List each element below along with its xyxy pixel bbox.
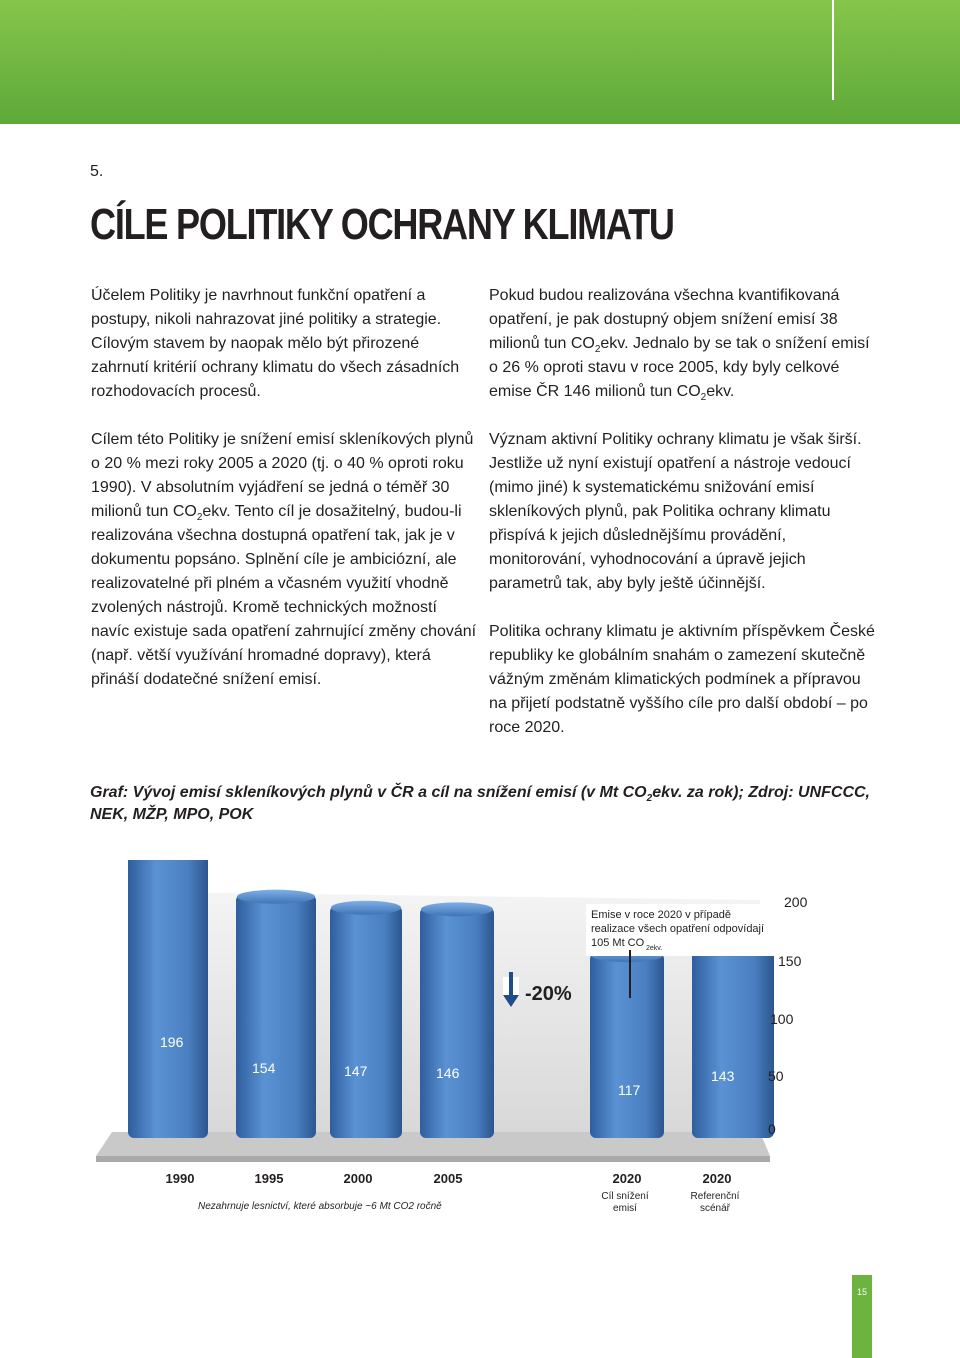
y-tick-label: 50 [768, 1068, 784, 1084]
annotation-line-1: Emise v roce 2020 v případě [591, 909, 732, 921]
chart-caption: Graf: Vývoj emisí skleníkových plynů v ČR a cíl na snížení emisí (v Mt $CO_2ekv$. za rok); Zdroj: UNFCCC, NEK, MŽP, MPO, POK [90, 784, 870, 823]
bar-2005 [420, 907, 494, 1138]
category-label: 2000 [343, 1171, 373, 1186]
category-label: 2020 [612, 1171, 642, 1186]
chapter-title: CÍLE POLITIKY OCHRANY KLIMATU [90, 200, 674, 249]
right-column [489, 284, 875, 764]
y-tick-label: 200 [784, 894, 808, 910]
bar-top [331, 901, 401, 915]
header-banner [0, 0, 960, 124]
category-label: 1995 [254, 1171, 284, 1186]
reduction-label: -20% [525, 983, 572, 1005]
bar-2020 [590, 953, 664, 1138]
category-label: 2005 [433, 1171, 463, 1186]
left-paragraph-1: Účelem Politiky je navrhnout funkční opatření a postupy, nikoli nahrazovat jiné politiky a strategie. Cílovým stavem by naopak mělo být přirozené zahrnutí kritérií ochrany klimatu do všech zásadních rozhodovacích procesů. [91, 287, 460, 400]
annotation-line-3: 105 Mt CO [591, 937, 645, 949]
category-label: 1990 [165, 1171, 195, 1186]
right-paragraph-3: Politika ochrany klimatu je aktivním příspěvkem České republiky ke globálním snahám o zamezení skutečně vážným změnám klimatických podmínek a přípravou na přijetí podstatně vyššího cíle pro další období – po roce 2020. [489, 623, 875, 736]
category-sublabel: scénář [699, 1203, 731, 1214]
bar-value-label: 143 [711, 1068, 735, 1084]
left-paragraph-2: Cílem této Politiky je snížení emisí skleníkových plynů o 20 % mezi roky 2005 a 2020 (tj. o 40 % oproti roku 1990). V absolutním vyjádření se jedná o téměř 30 milionů tun $CO_2ekv$. Tento cíl je dosažitelný, budou-li realizována všechna dostupná opatření tak, jak je v dokumentu popsáno. Splnění cíle je ambiciózní, ale realizovatelné při plném a včasném využití vhodně zvolených nástrojů. Kromě technických možností navíc existuje sada opatření zahrnující změny chování (např. větší využívání hromadné dopravy), která přináší dodatečné snížení emisí. [91, 431, 477, 688]
bar-top [421, 902, 493, 916]
page-number-badge: 15 [852, 1275, 872, 1358]
banner-divider [832, 0, 834, 100]
chart-footnote: Nezahrnuje lesnictví, které absorbuje ~6 Mt CO2 ročně [198, 1201, 442, 1212]
bar-2000 [330, 906, 402, 1138]
category-sublabel: Referenční [690, 1191, 740, 1202]
annotation-line-2: realizace všech opatření odpovídají [591, 923, 765, 935]
bar-value-label: 196 [160, 1034, 184, 1050]
bar-top [237, 890, 315, 904]
category-label: 2020 [702, 1171, 732, 1186]
y-tick-label: 100 [770, 1011, 794, 1027]
bar-1990 [128, 860, 208, 1138]
right-paragraph-2: Význam aktivní Politiky ochrany klimatu je však širší. Jestliže už nyní existují opatření a nástroje vedoucí (mimo jiné) k systematickému snižování emisí skleníkových plynů, pak Politika ochrany klimatu přispívá k jejich důslednějšímu provádění, monitorování, vyhodnocování a úpravě jejich parametrů tak, aby byly ještě účinnější. [489, 431, 862, 592]
right-paragraph-1: Pokud budou realizována všechna kvantifikovaná opatření, je pak dostupný objem snížení emisí 38 milionů tun $CO_2ekv$. Jednalo by se tak o snížení emisí o 26 % oproti stavu v roce 2005, kdy byly celkové emise ČR 146 milionů tun $CO_2ekv$. [489, 287, 870, 403]
left-column [91, 284, 477, 716]
annotation-line-3-sub: 2ekv. [646, 945, 663, 952]
y-tick-label: 0 [768, 1121, 776, 1137]
bar-value-label: 147 [344, 1063, 368, 1079]
bar-value-label: 154 [252, 1060, 276, 1076]
bar-value-label: 146 [436, 1065, 460, 1081]
category-sublabel: emisí [613, 1203, 637, 1214]
chart-floor-edge [96, 1156, 770, 1162]
chapter-number: 5. [90, 163, 104, 180]
y-tick-label: 150 [778, 953, 802, 969]
bar-value-label: 117 [618, 1082, 641, 1098]
emissions-chart [0, 860, 960, 1230]
category-sublabel: Cíl snížení [601, 1191, 649, 1202]
bar-1995 [236, 895, 316, 1138]
